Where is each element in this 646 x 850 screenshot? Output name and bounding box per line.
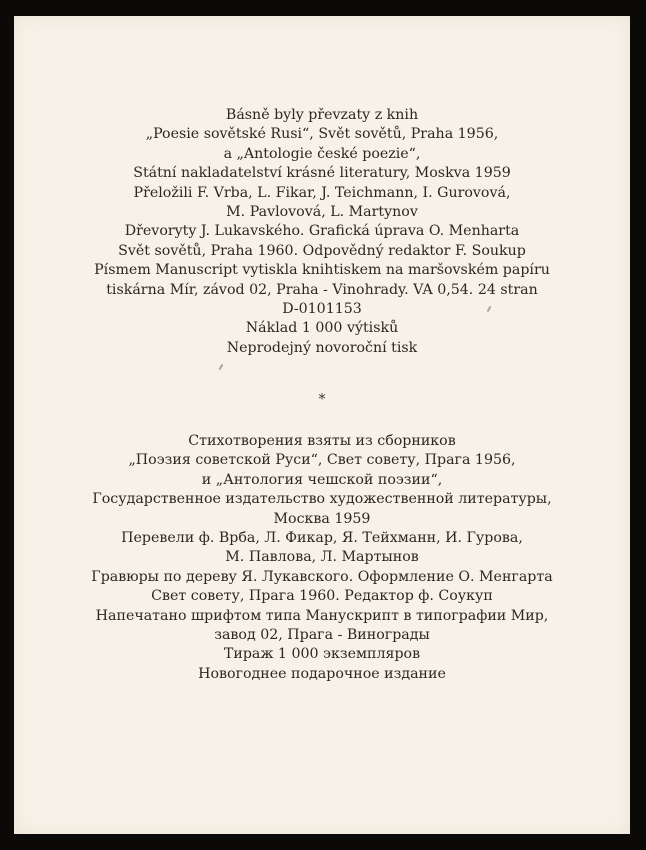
colophon-line: Náklad 1 000 výtisků [245,320,399,337]
section-divider-asterism: ⁎ [318,387,326,403]
colophon-line: a „Antologie české poezie“, [223,145,421,162]
colophon-line: D-0101153 [282,300,362,317]
colophon-line: завод 02, Прага - Винограды [214,626,430,643]
czech-colophon [14,106,630,358]
colophon-line: Перевели ф. Врба, Л. Фикар, Я. Тейхманн, И. Гурова, [121,529,523,546]
colophon-line: Básně byly převzaty z knih [225,107,419,123]
colophon-line: Москва 1959 [273,510,371,527]
colophon-line: Новогоднее подарочное издание [198,665,446,682]
colophon-line: Стихотворения взяты из сборников [188,433,456,449]
colophon-line: Svět sovětů, Praha 1960. Odpovědný redaktor F. Soukup [118,242,526,259]
colophon-line: „Поэзия советской Руси“, Свет совету, Прага 1956, [128,452,516,469]
colophon-line: Neprodejný novoroční tisk [226,339,418,356]
colophon-line: Přeložili F. Vrba, L. Fikar, J. Teichmann, I. Gurovová, [133,184,511,201]
colophon-line: M. Pavlovová, L. Martynov [226,203,418,220]
colophon-line: Písmem Manuscript vytiskla knihtiskem na maršovském papíru [94,262,550,279]
colophon-line: Напечатано шрифтом типа Манускрипт в типографии Мир, [95,607,549,624]
colophon-line: М. Павлова, Л. Мартынов [225,549,419,566]
colophon-line: Dřevoryty J. Lukavského. Grafická úprava O. Menharta [124,223,520,240]
colophon-line: Гравюры по дереву Я. Лукавского. Оформление О. Менгарта [91,568,553,585]
russian-colophon [14,432,630,684]
colophon-line: „Poesie sovětské Rusi“, Svět sovětů, Praha 1956, [145,126,499,143]
colophon-line: и „Антология чешской поэзии“, [201,471,443,488]
colophon-line: Тираж 1 000 экземпляров [223,646,421,663]
paper-speck [219,364,224,370]
colophon-line: Свет совету, Прага 1960. Редактор ф. Соукуп [151,588,493,605]
colophon-line: tiskárna Mír, závod 02, Praha - Vinohrady. VA 0,54. 24 stran [106,281,538,298]
colophon-page [14,16,630,834]
colophon-line: Государственное издательство художественной литературы, [92,491,552,508]
colophon-line: Státní nakladatelství krásné literatury, Moskva 1959 [133,165,511,182]
